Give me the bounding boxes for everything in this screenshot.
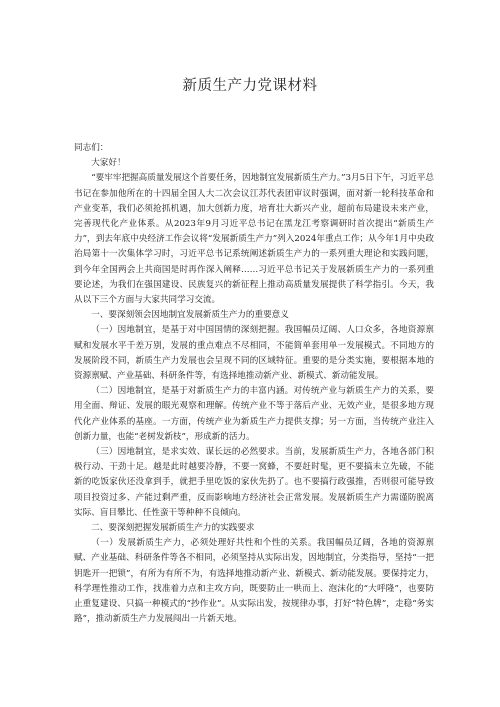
paragraph-2-1: （一）发展新质生产力，必须处理好共性和个性的关系。我国幅员辽阔，各地的资源禀赋、产业基础、科研条件等各不相同，必须坚持从实际出发，因地制宜，分类指导，坚持“一把钥匙开一把锁”，有所为有所不为，有选择地推动新产业、新模式、新动能发展。要保持定力，科学理性推动工作，找准着力点和主攻方向，既要防止一哄而上、泡沫化的“大呼隆”，也要防止重复建设、只搞一种模式的“抄作业”。从实际出发，按规律办事，打好“特色牌”，走稳“务实路”，推动新质生产力发展闯出一片新天地。 [74,538,434,625]
greeting: 大家好！ [91,158,126,169]
paragraph-1-2: （二）因地制宜，是基于对新质生产力的丰富内涵。对传统产业与新质生产力的关系，要用全面、辩证、发展的眼光观察和理解。传统产业不等于落后产业、无效产业，是很多地方现代化产业体系的基座。一方面，传统产业为新质生产力提供支撑；另一方面，当传统产业注入创新力量，也能“老树发新枝”，形成新的活力。 [74,386,434,442]
salutation: 同志们： [74,143,109,153]
document-title: 新质生产力党课材料 [182,78,318,94]
paragraph-intro: “要牢牢把握高质量发展这个首要任务，因地制宜发展新质生产力。”3月5日下午，习近平总书记在参加他所在的十四届全国人大二次会议江苏代表团审议时强调，面对新一轮科技革命和产业变革，我们必须抢抓机遇，加大创新力度，培育壮大新兴产业，超前布局建设未来产业，完善现代化产业体系。从2023年9月习近平总书记在黑龙江考察调研时首次提出“新质生产力”，到去年底中央经济工作会议将“发展新质生产力”列入2024年重点工作；从今年1月中央政治局第十一次集体学习时，习近平总书记系统阐述新质生产力的一系列重大理论和实践问题，到今年全国两会上共商国是时再作深入阐释……习近平总书记关于发展新质生产力的一系列重要论述，为我们在强国建设、民族复兴的新征程上推动高质量发展提供了科学指引。今天，我从以下三个方面与大家共同学习交流。 [74,173,434,306]
section-heading-1: 一、要深刻领会因地制宜发展新质生产力的重要意义 [91,310,289,321]
paragraph-1-3: （三）因地制宜，是求实效、谋长远的必然要求。当前，发展新质生产力，各地各部门积极行动、干劲十足。越是此时越要冷静，不要一窝蜂，不要赶时髦，更不要搞未立先破，不能新的吃饭家伙还没拿到手，就把手里吃饭的家伙先扔了。也不要搞行政强推，否则很可能导致项目投资过多、产能过剩严重，反而影响地方经济社会正常发展。发展新质生产力需谨防脱离实际、盲目攀比、任性蛮干等种种不良倾向。 [74,447,434,518]
paragraph-1-1: （一）因地制宜，是基于对中国国情的深刻把握。我国幅员辽阔、人口众多，各地资源禀赋和发展水平千差万别，发展的重点难点不尽相同，不能简单套用单一发展模式。不同地方的发展阶段不同，新质生产力发展也会呈现不同的区域特征。重要的是分类实施，要根据本地的资源禀赋、产业基础、科研条件等，有选择地推动新产业、新模式、新动能发展。 [74,325,434,382]
section-heading-2: 二、要深刻把握发展新质生产力的实践要求 [91,523,255,534]
document-body [74,141,434,628]
